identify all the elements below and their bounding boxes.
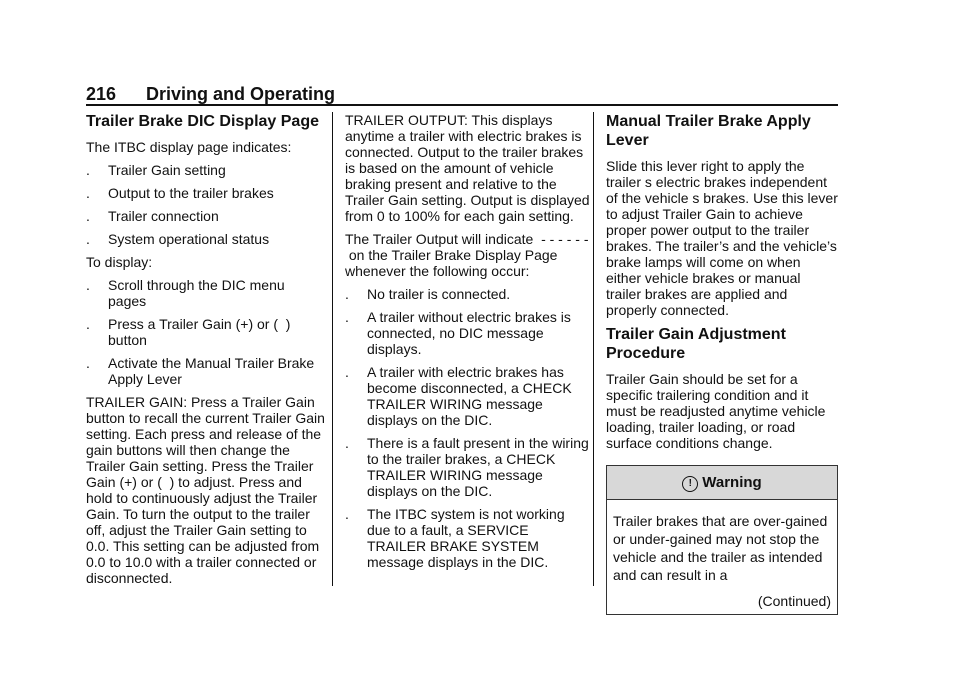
column-divider [332,112,333,586]
list-item: . A trailer with electric brakes has become disconnected, a CHECK TRAILER WIRING message displays on the DIC. [345,364,572,428]
bullet: . [345,309,349,325]
column-1 [86,112,326,593]
intro-text: The ITBC display page indicates: [86,139,292,155]
list-item: . Trailer connection [86,208,219,224]
bullet: . [86,162,90,178]
bullet: . [345,506,349,522]
display-steps-list [86,277,326,387]
warning-title: Warning [702,474,762,491]
section-title: Driving and Operating [146,84,336,104]
warning-header [607,466,837,500]
warning-text: Trailer brakes that are over-gained or under-gained may not stop the vehicle and the trailer as intended and can result in a [613,513,828,583]
manual-lever-text: Slide this lever right to apply the trailer s electric brakes independent of the vehicle s brakes. Use this lever to adjust Trailer Gain to achieve proper power output to the trailer brakes. The trailer’s and the vehicle’s brake lamps will come on when either vehicle brakes or manual trailer brakes are applied and properly connected. [606,158,838,318]
bullet: . [345,364,349,380]
header-rule [86,104,838,106]
to-display-label: To display: [86,254,153,270]
warning-icon: ! [682,476,698,492]
list-item: . System operational status [86,231,270,247]
column-2 [345,112,590,577]
bullet: . [86,231,90,247]
indicate-intro: The Trailer Output will indicate - - - - - - on the Trailer Brake Display Page whenever the following occur: [345,231,589,279]
list-item: . Activate the Manual Trailer Brake Apply Lever [86,355,315,387]
warning-body [607,500,837,614]
page-header [86,84,838,104]
list-item: . Scroll through the DIC menu pages [86,277,285,309]
list-item: . Trailer Gain setting [86,162,226,178]
conditions-list [345,286,590,570]
gain-procedure-text: Trailer Gain should be set for a specific trailering condition and it must be readjusted anytime vehicle loading, trailer loading, or road surface conditions change. [606,371,826,451]
bullet: . [86,277,90,293]
bullet: . [86,208,90,224]
column-divider [593,112,594,586]
continued-label: (Continued) [757,593,831,609]
list-item: . No trailer is connected. [345,286,511,302]
bullet: . [86,316,90,332]
trailer-output-paragraph: TRAILER OUTPUT: This displays anytime a trailer with electric brakes is connected. Output to the trailer brakes is based on the amount of vehicle braking present and relative to the Trailer Gain setting. Output is displayed from 0 to 100% for each gain setting. [345,112,590,224]
bullet: . [86,355,90,371]
list-item: . Output to the trailer brakes [86,185,274,201]
gain-procedure-heading: Trailer Gain Adjustment Procedure [606,326,786,362]
list-item: . There is a fault present in the wiring to the trailer brakes, a CHECK TRAILER WIRING message displays on the DIC. [345,435,589,499]
trailer-brake-dic-heading: Trailer Brake DIC Display Page [86,113,319,130]
page-number: 216 [86,84,117,104]
list-item: . A trailer without electric brakes is connected, no DIC message displays. [345,309,571,357]
bullet: . [86,185,90,201]
column-3 [606,112,838,615]
bullet: . [345,286,349,302]
list-item: . The ITBC system is not working due to a fault, a SERVICE TRAILER BRAKE SYSTEM message displays in the DIC. [345,506,565,570]
indicates-list [86,162,326,247]
warning-box [606,465,838,615]
list-item: . Press a Trailer Gain (+) or ( ) button [86,316,291,348]
trailer-gain-paragraph: TRAILER GAIN: Press a Trailer Gain button to recall the current Trailer Gain setting. Each press and release of the gain buttons will then change the Trailer Gain setting. Press the Trailer Gain (+) or ( ) to adjust. Press and hold to continuously adjust the Trailer Gain. To turn the output to the trailer off, adjust the Trailer Gain setting to 0.0. This setting can be adjusted from 0.0 to 10.0 with a trailer connected or disconnected. [86,394,325,586]
bullet: . [345,435,349,451]
manual-lever-heading: Manual Trailer Brake Apply Lever [606,113,811,149]
